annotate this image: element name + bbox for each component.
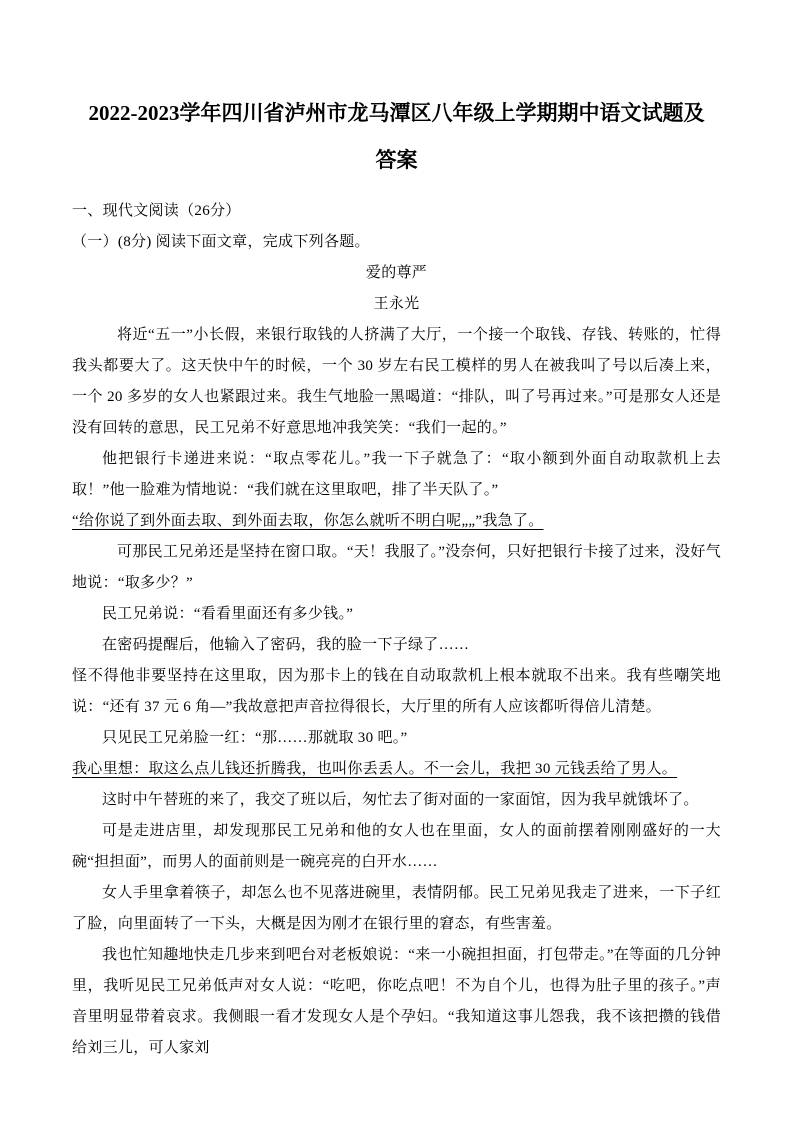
paragraph-7: 怪不得他非要坚持在这里取，因为那卡上的钱在自动取款机上根本就取不出来。我有些嘲笑地说：“还有 37 元 6 角—”我故意把声音拉得很长，大厅里的所有人应该都听得倍儿清楚。 <box>72 668 721 715</box>
paragraph-4: 可那民工兄弟还是坚持在窗口取。“天！我服了。”没奈何，只好把银行卡接了过来，没好气地说：“取多少？” <box>72 544 721 591</box>
paragraph-10: 这时中午替班的来了，我交了班以后，匆忙去了街对面的一家面馆，因为我早就饿坏了。 <box>102 792 699 808</box>
subsection-heading: （一）(8分) 阅读下面文章，完成下列各题。 <box>72 234 370 250</box>
article-title: 爱的尊严 <box>365 265 428 281</box>
section-heading: 一、现代文阅读（26分） <box>72 203 241 219</box>
document-title-line1: 2022-2023学年四川省泸州市龙马潭区八年级上学期期中语文试题及 <box>88 101 705 125</box>
document-title-line2: 答案 <box>375 148 418 172</box>
paragraph-6: 在密码提醒后，他输入了密码，我的脸一下子绿了…… <box>102 637 470 653</box>
paragraph-13: 我也忙知趣地快走几步来到吧台对老板娘说：“来一小碗担担面，打包带走。”在等面的几分钟里，我听见民工兄弟低声对女人说：“吃吧，你吃点吧！不为自个儿，也得为肚子里的孩子。”声音里明显带着哀求。我侧眼一看才发现女人是个孕妇。“我知道这事儿怨我，我不该把攒的钱借给刘三儿，可人家刘 <box>72 947 721 1056</box>
paragraph-9-underlined: 我心里想：取这么点儿钱还折腾我，也叫你丢丢人。不一会儿，我把 30 元钱丢给了男人。 <box>72 761 678 777</box>
paragraph-1: 将近“五一”小长假，来银行取钱的人挤满了大厅，一个接一个取钱、存钱、转账的，忙得我头都要大了。这天快中午的时候，一个 30 岁左右民工模样的男人在被我叫了号以后凑上来，一个 20 多岁的女人也紧跟过来。我生气地脸一黑喝道：“排队，叫了号再过来。”可是那女人还是没有回转的意思，民工兄弟不好意思地冲我笑笑：“我们一起的。” <box>72 327 721 436</box>
paragraph-2: 他把银行卡递进来说：“取点零花儿。”我一下子就急了：“取小额到外面自动取款机上去取！”他一脸难为情地说：“我们就在这里取吧，排了半天队了。” <box>72 451 721 498</box>
paragraph-8: 只见民工兄弟脸一红：“那……那就取 30 吧。” <box>102 730 408 746</box>
paragraph-3-underlined: “给你说了到外面去取、到外面去取，你怎么就听不明白呢„„”我急了。 <box>72 513 544 529</box>
article-author: 王永光 <box>373 296 420 312</box>
paragraph-12: 女人手里拿着筷子，却怎么也不见落进碗里，表情阴郁。民工兄弟见我走了进来，一下子红了脸，向里面转了一下头，大概是因为刚才在银行里的窘态，有些害羞。 <box>72 885 721 932</box>
paragraph-5: 民工兄弟说：“看看里面还有多少钱。” <box>102 606 354 622</box>
document-title <box>72 90 721 184</box>
paragraph-11: 可是走进店里，却发现那民工兄弟和他的女人也在里面，女人的面前摆着刚刚盛好的一大碗“担担面”，而男人的面前则是一碗亮亮的白开水…… <box>72 823 721 870</box>
